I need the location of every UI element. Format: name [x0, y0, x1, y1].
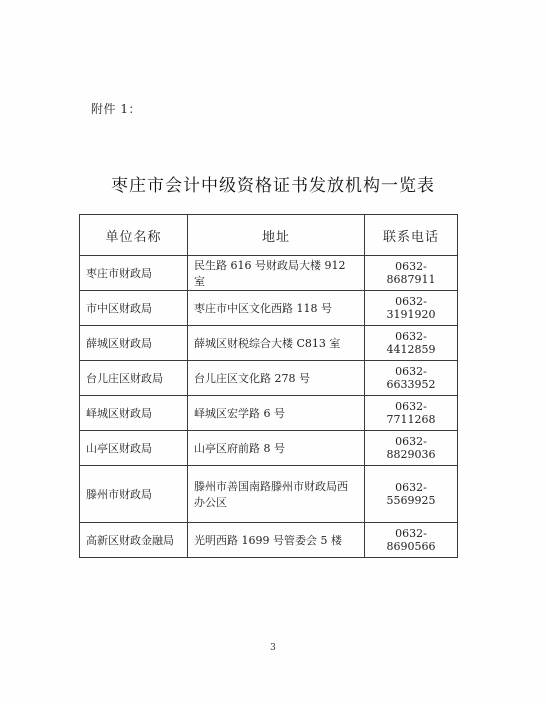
cell-phone: 0632-5569925: [365, 466, 458, 523]
cell-address: 民生路 616 号财政局大楼 912 室: [188, 256, 365, 291]
cell-name: 峄城区财政局: [80, 396, 188, 431]
cell-name: 滕州市财政局: [80, 466, 188, 523]
table-row: [80, 326, 458, 361]
cell-phone: 0632-8687911: [365, 256, 458, 291]
table-row: [80, 291, 458, 326]
cell-address: 台儿庄区文化路 278 号: [188, 361, 365, 396]
table-row: [80, 523, 458, 558]
page-title: 枣庄市会计中级资格证书发放机构一览表: [111, 176, 435, 196]
table-header-row: [80, 215, 458, 256]
column-header-name: 单位名称: [80, 215, 188, 256]
cell-name: 高新区财政金融局: [80, 523, 188, 558]
table-row: [80, 256, 458, 291]
column-header-phone: 联系电话: [365, 215, 458, 256]
cell-address: 光明西路 1699 号管委会 5 楼: [188, 523, 365, 558]
cell-address: 山亭区府前路 8 号: [188, 431, 365, 466]
cell-name: 台儿庄区财政局: [80, 361, 188, 396]
table-row: [80, 361, 458, 396]
cell-phone: 0632-6633952: [365, 361, 458, 396]
column-header-address: 地址: [188, 215, 365, 256]
cell-address: 滕州市善国南路滕州市财政局西办公区: [188, 466, 365, 523]
cell-phone: 0632-8690566: [365, 523, 458, 558]
cell-phone: 0632-4412859: [365, 326, 458, 361]
table-row: [80, 466, 458, 523]
page-number: 3: [270, 643, 276, 653]
cell-name: 市中区财政局: [80, 291, 188, 326]
cell-name: 枣庄市财政局: [80, 256, 188, 291]
cell-name: 山亭区财政局: [80, 431, 188, 466]
cell-address: 薛城区财税综合大楼 C813 室: [188, 326, 365, 361]
attachment-label: 附件 1：: [91, 102, 141, 116]
cell-phone: 0632-7711268: [365, 396, 458, 431]
cell-address: 枣庄市中区文化西路 118 号: [188, 291, 365, 326]
institution-table: [79, 214, 458, 558]
cell-address: 峄城区宏学路 6 号: [188, 396, 365, 431]
table-row: [80, 431, 458, 466]
table-row: [80, 396, 458, 431]
cell-phone: 0632-3191920: [365, 291, 458, 326]
cell-name: 薛城区财政局: [80, 326, 188, 361]
cell-phone: 0632-8829036: [365, 431, 458, 466]
